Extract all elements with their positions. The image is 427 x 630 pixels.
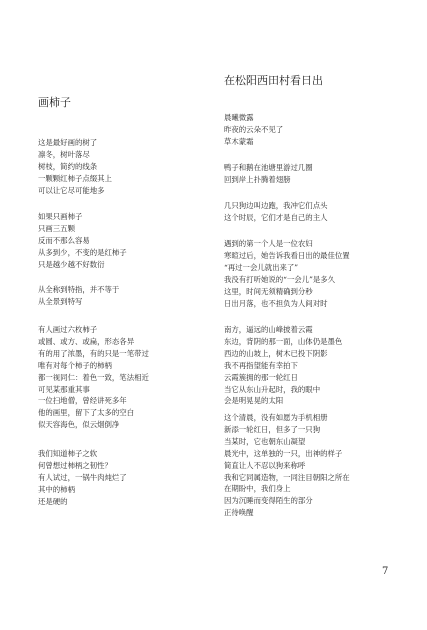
poem-line: 昨夜的云朵不见了 <box>224 124 284 134</box>
poem-line: 我们知道柿子之软 <box>38 449 98 458</box>
poem-line: 凛冬，树叶落尽 <box>38 149 90 159</box>
right-stanza-2 <box>224 162 313 186</box>
poem-line: 西边的山坡上，树木已投下阴影 <box>224 348 328 358</box>
poem-line: 东边，背阴的那一面，山体仍是墨色 <box>224 336 343 346</box>
poem-line: 何曾想过柿柄之韧性？ <box>38 460 112 470</box>
poem-line: 似天容海色，似云烟倒净 <box>38 420 120 430</box>
right-stanza-3 <box>224 200 327 224</box>
poem-line: 我不再指望能有幸拍下 <box>224 360 298 370</box>
poem-line: 只画三五颗 <box>38 223 75 233</box>
poem-line: 如果只画柿子 <box>38 212 83 221</box>
poem-line: 这是最好画的树了 <box>38 138 98 147</box>
poem-line: 还是硬的 <box>38 496 68 506</box>
poem-line: 这个时辰，它们才是自己的主人 <box>224 212 328 222</box>
poem-line: 新添一轮红日，但多了一只狗 <box>224 424 321 434</box>
poem-line: 会是明晃晃的太阳 <box>224 396 284 406</box>
poem-line: 有人画过六枚柿子 <box>38 325 98 334</box>
poem-line: 其中的柿柄 <box>38 484 75 494</box>
poem-line: 他的画里，留下了太多的空白 <box>38 408 135 418</box>
poem-line: 这里，时间无须精确到分秒 <box>224 286 313 296</box>
poem-line: 回到岸上扑腾着翅膀 <box>224 174 291 184</box>
poem-line: 晨曦微露 <box>224 113 254 122</box>
poem-line: 反而不那么容易 <box>38 235 90 245</box>
poem-line: 当它从东山升起时，我的眼中 <box>224 384 321 394</box>
right-stanza-6 <box>224 412 350 519</box>
left-poem-title: 画柿子 <box>38 96 71 109</box>
poem-line: 一颗颗红柿子点缀其上 <box>38 173 112 183</box>
poem-line: 都一视同仁：着色一致，笔法相近 <box>38 372 149 382</box>
left-stanza-1 <box>38 137 112 197</box>
poem-line: 从全称到特指，并不等于 <box>38 285 120 294</box>
poem-line: 从多到少，不变的是红柿子 <box>38 247 127 257</box>
poem-line: 或圆、或方、或扁，形态各异 <box>38 336 135 346</box>
poem-line: 可以让它尽可能地多 <box>38 185 105 195</box>
right-stanza-4 <box>224 238 350 309</box>
right-poem-title: 在松阳西田村看日出 <box>224 74 323 87</box>
poem-line: 树枝，简约的线条 <box>38 161 98 171</box>
poem-line: “再过一会儿就出来了” <box>224 262 299 272</box>
poem-line: 晨光中，这单独的一只，出神的样子 <box>224 448 343 458</box>
left-stanza-5 <box>38 448 127 508</box>
poem-line: 鸭子和鹅在池塘里游过几圈 <box>224 163 313 172</box>
poem-line: 简直让人不忍以狗来称呼 <box>224 460 306 470</box>
poem-line: 只是越少越不好数衍 <box>38 259 105 269</box>
poem-line: 在期盼中，我们身上 <box>224 484 291 494</box>
poem-line: 当某时，它也朝东山凝望 <box>224 436 306 446</box>
right-stanza-1 <box>224 112 283 148</box>
poem-line: 几只狗边叫边跑，我冲它们点头 <box>224 201 328 210</box>
poem-line: 正待唤醒 <box>224 508 254 518</box>
poem-line: 有的用了浓墨，有的只是一笔带过 <box>38 348 149 358</box>
poem-line: 草木蒙霜 <box>224 136 254 146</box>
poem-line: 我和它同属造物，一同注目朝阳之所在 <box>224 472 350 482</box>
poem-line: 寒暄过后，她告诉我看日出的最佳位置 <box>224 250 350 260</box>
poem-line: 云霞簇拥的那一轮红日 <box>224 372 298 382</box>
poem-line: 从全景到特写 <box>38 296 83 306</box>
poem-line: 有人试过，一锅牛肉炖烂了 <box>38 472 127 482</box>
poem-line: 我没有打听她说的“一会儿”是多久 <box>224 274 336 284</box>
poem-line: 因为沉睡而变得陌生的部分 <box>224 496 313 506</box>
poem-line: 一位扫地僧，曾经讲死多年 <box>38 396 127 406</box>
left-stanza-2 <box>38 211 127 271</box>
left-stanza-4 <box>38 324 149 431</box>
poem-line: 遇到的第一个人是一位农妇 <box>224 239 313 248</box>
poem-line: 日出月落，也不担负为人间对时 <box>224 298 328 308</box>
left-stanza-3 <box>38 284 119 308</box>
poem-line: 南方，逼远的山峰披着云霞 <box>224 325 313 334</box>
right-stanza-5 <box>224 324 342 407</box>
poem-line: 可见某那重其事 <box>38 384 90 394</box>
poem-line: 这个清晨，没有如愿为手机相册 <box>224 413 328 422</box>
page-number: 7 <box>382 566 389 577</box>
poem-line: 唯有对每个柿子的柿柄 <box>38 360 112 370</box>
